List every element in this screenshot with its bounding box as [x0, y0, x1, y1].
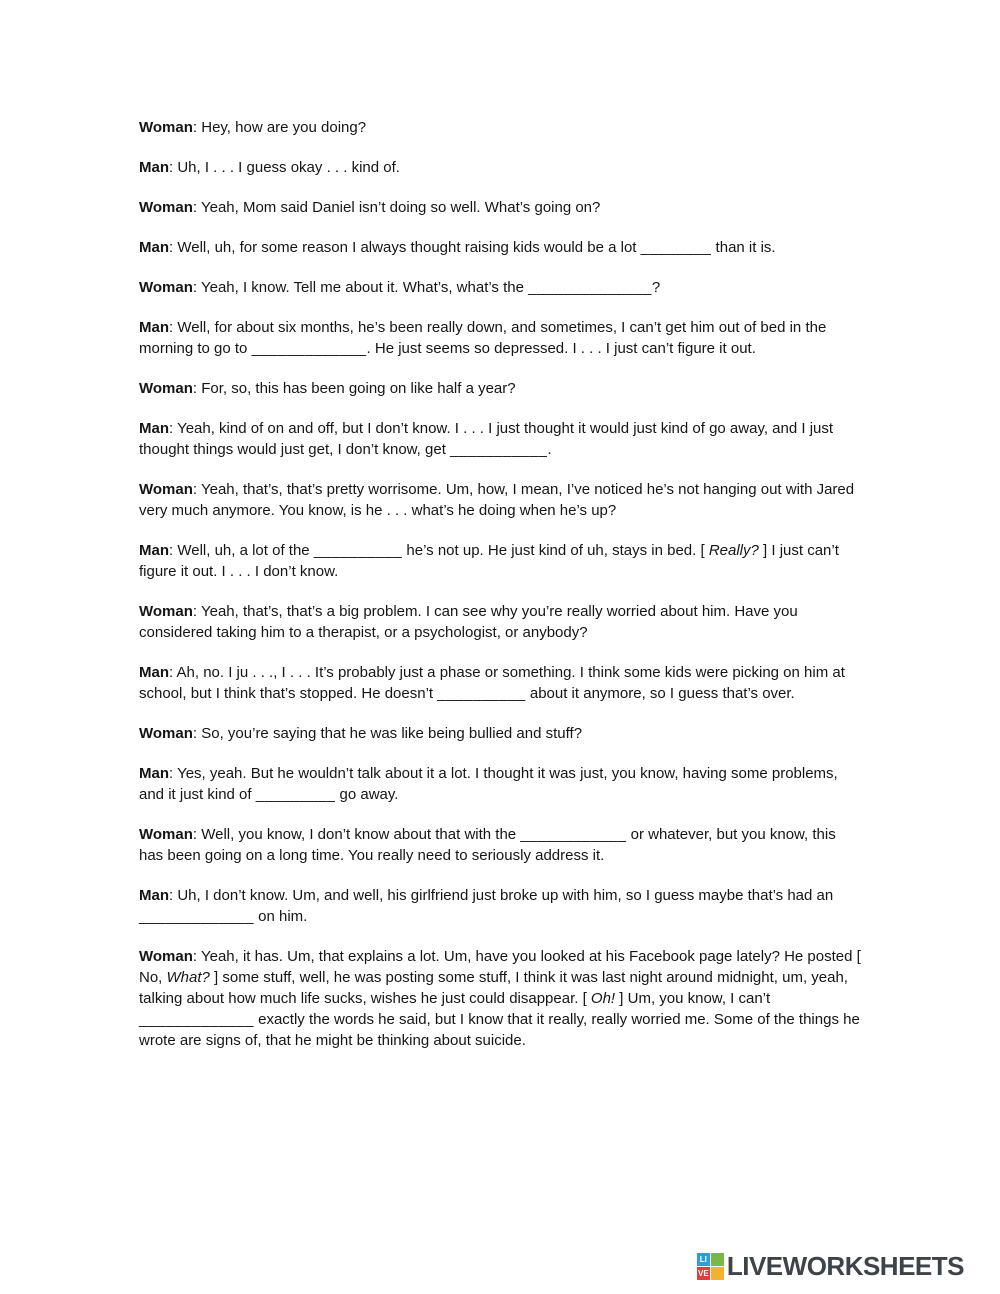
speaker-label: Man — [139, 159, 169, 176]
answer-blank[interactable]: ________ — [640, 239, 712, 256]
dialogue-paragraph — [139, 237, 863, 258]
liveworksheets-wordmark: LIVEWORKSHEETS — [726, 1251, 964, 1281]
dialogue-text: ] Um, you know, I can’t — [615, 990, 771, 1007]
interjection-italic: Oh! — [590, 990, 616, 1007]
dialogue-text: ] I just can’t figure it out. I . . . I don’t know. — [139, 542, 839, 580]
dialogue-text: : Well, you know, I don’t know about that with the — [192, 826, 521, 843]
dialogue-text: : Uh, I don’t know. Um, and well, his girlfriend just broke up with him, so I guess maybe that’s had an — [169, 887, 834, 904]
dialogue-text: ? — [651, 279, 661, 296]
dialogue-text: : Yeah, I know. Tell me about it. What’s, what’s the — [192, 279, 529, 296]
dialogue-paragraph — [139, 763, 863, 805]
dialogue-text: : Hey, how are you doing? — [192, 119, 367, 136]
dialogue-paragraph — [139, 479, 863, 521]
speaker-label: Woman — [139, 119, 193, 136]
dialogue-text: : Ah, no. I ju . . ., I . . . It’s probably just a phase or something. I think some kids were picking on him at school, but I think that’s stopped. He doesn’t — [139, 664, 845, 702]
dialogue-paragraph — [139, 946, 863, 1051]
interjection-italic: Really? — [708, 542, 759, 559]
dialogue-paragraph — [139, 723, 863, 744]
speaker-label: Man — [139, 765, 169, 782]
dialogue-paragraph — [139, 540, 863, 582]
dialogue-text: . He just seems so depressed. I . . . I just can’t figure it out. — [366, 340, 756, 357]
dialogue-text: he’s not up. He just kind of uh, stays in bed. [ — [402, 542, 709, 559]
speaker-label: Woman — [139, 603, 193, 620]
dialogue-paragraph — [139, 885, 863, 927]
speaker-label: Woman — [139, 279, 193, 296]
dialogue-paragraph — [139, 378, 863, 399]
speaker-label: Man — [139, 664, 169, 681]
liveworksheets-footer — [697, 1251, 964, 1282]
speaker-label: Woman — [139, 380, 193, 397]
dialogue-text: go away. — [335, 786, 399, 803]
logo-block — [711, 1253, 724, 1266]
answer-blank[interactable]: _____________ — [251, 340, 367, 357]
dialogue-paragraph — [139, 662, 863, 704]
dialogue-text: : So, you’re saying that he was like being bullied and stuff? — [192, 725, 583, 742]
dialogue-text: : Uh, I . . . I guess okay . . . kind of. — [169, 159, 400, 176]
dialogue-text: ] some stuff, well, he was posting some stuff, I think it was last night around midnight, um, yeah, talking about how much life sucks, wishes he just could disappear. [ — [139, 969, 848, 1007]
speaker-label: Man — [139, 542, 169, 559]
answer-blank[interactable]: _________ — [255, 786, 336, 803]
speaker-label: Man — [139, 887, 169, 904]
dialogue-paragraph — [139, 157, 863, 178]
speaker-label: Man — [139, 319, 169, 336]
speaker-label: Man — [139, 420, 169, 437]
logo-block — [711, 1267, 724, 1280]
dialogue-text: : Yeah, Mom said Daniel isn’t doing so well. What’s going on? — [192, 199, 601, 216]
dialogue-paragraph — [139, 277, 863, 298]
answer-blank[interactable]: ____________ — [520, 826, 627, 843]
dialogue-text: : Yeah, that’s, that’s pretty worrisome. Um, how, I mean, I’ve noticed he’s not hanging out with Jared very much anymore. You know, is he . . . what’s he doing when he’s up? — [139, 481, 855, 519]
speaker-label: Woman — [139, 481, 193, 498]
dialogue-paragraph — [139, 824, 863, 866]
logo-block: VE — [697, 1267, 710, 1280]
answer-blank[interactable]: __________ — [313, 542, 403, 559]
answer-blank[interactable]: ______________ — [528, 279, 652, 296]
dialogue-text: : Yeah, that’s, that’s a big problem. I can see why you’re really worried about him. Have you considered taking him to a therapist, or a psychologist, or anybody? — [139, 603, 798, 641]
dialogue-text: . — [547, 441, 552, 458]
dialogue-text: : Yeah, it has. Um, that explains a lot. Um, have you looked at his Facebook page lately? He posted [ No, — [139, 948, 861, 986]
dialogue-text: on him. — [253, 908, 308, 925]
answer-blank[interactable]: ___________ — [450, 441, 548, 458]
speaker-label: Woman — [139, 725, 193, 742]
dialogue-text: about it anymore, so I guess that’s over. — [525, 685, 795, 702]
dialogue-paragraph — [139, 601, 863, 643]
dialogue-text: : Well, for about six months, he’s been really down, and sometimes, I can’t get him out of bed in the morning to go to — [139, 319, 827, 357]
answer-blank[interactable]: __________ — [437, 685, 526, 702]
speaker-label: Man — [139, 239, 169, 256]
dialogue-text: : Well, uh, for some reason I always thought raising kids would be a lot — [169, 239, 641, 256]
speaker-label: Woman — [139, 826, 193, 843]
dialogue-text: or whatever, but you know, this has been going on a long time. You really need to seriously address it. — [139, 826, 836, 864]
dialogue — [139, 117, 863, 1070]
liveworksheets-logo-icon — [697, 1253, 724, 1280]
dialogue-text: : Yes, yeah. But he wouldn’t talk about it a lot. I thought it was just, you know, having some problems, and it just kind of — [139, 765, 838, 803]
dialogue-text: than it is. — [711, 239, 776, 256]
dialogue-text: exactly the words he said, but I know that it really, really worried me. Some of the things he wrote are signs of, that he might be thinking about suicide. — [139, 1011, 860, 1049]
answer-blank[interactable]: _____________ — [139, 908, 254, 925]
speaker-label: Woman — [139, 948, 193, 965]
dialogue-paragraph — [139, 418, 863, 460]
dialogue-paragraph — [139, 117, 863, 138]
dialogue-text: : For, so, this has been going on like half a year? — [192, 380, 516, 397]
dialogue-text: : Well, uh, a lot of the — [169, 542, 314, 559]
answer-blank[interactable]: _____________ — [139, 1011, 254, 1028]
dialogue-paragraph — [139, 197, 863, 218]
logo-block: LI — [697, 1253, 710, 1266]
dialogue-paragraph — [139, 317, 863, 359]
dialogue-text: : Yeah, kind of on and off, but I don’t know. I . . . I just thought it would just kind of go away, and I just thought things would just get, I don’t know, get — [139, 420, 834, 458]
interjection-italic: What? — [166, 969, 210, 986]
speaker-label: Woman — [139, 199, 193, 216]
